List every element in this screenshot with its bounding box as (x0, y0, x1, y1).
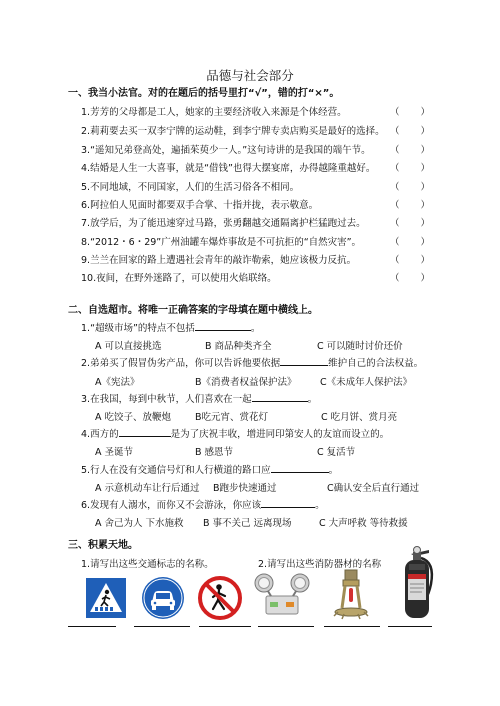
left-paren: （ (390, 126, 400, 137)
judgment-item: 3.“遥知兄弟登高处，遍插茱萸少一人。”这句诗讲的是我国的端午节。 (81, 145, 371, 156)
option-a: A 示意机动车让行后通过 (95, 483, 200, 494)
page-title: 品德与社会部分 (206, 68, 294, 83)
option-a: A《宪法》 (95, 377, 140, 388)
judgment-item: 10.夜间，在野外迷路了，可以使用火焰联络。 (81, 273, 277, 284)
option-a: A 吃饺子、放鞭炮 (95, 412, 172, 423)
option-c: C确认安全后直行通过 (327, 483, 420, 494)
right-paren: ） (420, 163, 430, 174)
answer-blank[interactable] (261, 497, 315, 508)
judgment-item: 1.芳芳的父母都是工人，她家的主要经济收入来源是个体经营。 (81, 107, 347, 118)
option-a: A 舍己为人 下水施救 (95, 518, 184, 529)
option-c: C 复活节 (317, 447, 356, 458)
option-b: B 感恩节 (195, 447, 234, 458)
option-a: A 圣诞节 (95, 447, 134, 458)
emergency-light-icon (252, 572, 312, 618)
answer-line[interactable] (324, 626, 380, 627)
section-3-heading: 三、积累天地。 (68, 540, 138, 551)
left-paren: （ (390, 255, 400, 266)
judgment-item: 7.放学后，为了能迅速穿过马路，张勇翻越交通隔离护栏猛跑过去。 (81, 218, 366, 229)
pedestrian-crossing-sign-icon (86, 578, 126, 618)
answer-line[interactable] (388, 626, 432, 627)
answer-blank[interactable] (280, 355, 328, 366)
right-paren: ） (420, 273, 430, 284)
section-1-heading: 一、我当小法官。对的在题后的括号里打“√”，错的打“×”。 (68, 88, 340, 99)
answer-blank[interactable] (195, 320, 251, 331)
option-b: B跑步快速通过 (213, 483, 277, 494)
option-b: B 事不关己 远离现场 (203, 518, 292, 529)
question-2-3: 3.在我国，每到中秋节，人们喜欢在一起 。 (81, 391, 317, 405)
right-paren: ） (420, 107, 430, 118)
section-2-heading: 二、自选超市。将唯一正确答案的字母填在题中横线上。 (68, 305, 318, 316)
judgment-item: 4.结婚是人生一大喜事，就是“借钱”也得大摆宴席，办得越隆重越好。 (81, 163, 376, 174)
left-paren: （ (390, 163, 400, 174)
left-paren: （ (390, 182, 400, 193)
judgment-item: 5.不同地域，不同国家，人们的生活习俗各不相同。 (81, 182, 300, 193)
question-2-1: 1.“超级市场”的特点不包括 。 (81, 320, 260, 334)
sprinkler-head-icon (330, 568, 372, 624)
right-paren: ） (420, 126, 430, 137)
option-c: C 可以随时讨价还价 (317, 341, 403, 352)
left-paren: （ (390, 200, 400, 211)
left-paren: （ (390, 107, 400, 118)
answer-line[interactable] (68, 626, 116, 627)
question-2-4: 4.西方的 是为了庆祝丰收，增进同印第安人的友谊而设立的。 (81, 426, 389, 440)
option-c: C 吃月饼、赏月亮 (321, 412, 398, 423)
question-2-6: 6.发现有人溺水，而你又不会游泳，你应该 。 (81, 497, 325, 511)
question-2-5: 5.行人在没有交通信号灯和人行横道的路口应 。 (81, 462, 338, 476)
answer-blank[interactable] (271, 462, 329, 473)
motor-vehicle-sign-icon (141, 576, 185, 620)
judgment-item: 9.兰兰在回家的路上遭遇社会青年的敲诈勒索，她应该极力反抗。 (81, 255, 357, 266)
option-b: B吃元宵、赏花灯 (195, 412, 269, 423)
left-paren: （ (390, 218, 400, 229)
answer-blank[interactable] (252, 391, 308, 402)
answer-line[interactable] (134, 626, 190, 627)
right-paren: ） (420, 200, 430, 211)
fire-equipment-prompt: 2.请写出这些消防器材的名称 (258, 559, 382, 570)
answer-blank[interactable] (119, 426, 171, 437)
right-paren: ） (420, 182, 430, 193)
judgment-item: 2.莉莉要去买一双李宁牌的运动鞋，到李宁牌专卖店购买是最好的选择。 (81, 126, 385, 137)
answer-line[interactable] (199, 626, 251, 627)
no-pedestrians-sign-icon (198, 576, 242, 620)
right-paren: ） (420, 255, 430, 266)
right-paren: ） (420, 218, 430, 229)
question-2-2: 2.弟弟买了假冒伪劣产品，你可以告诉他要依据 维护自己的合法权益。 (81, 355, 423, 369)
left-paren: （ (390, 273, 400, 284)
left-paren: （ (390, 145, 400, 156)
option-c: C 大声呼救 等待救援 (319, 518, 408, 529)
option-b: B《消费者权益保护法》 (195, 377, 297, 388)
fire-extinguisher-icon (395, 544, 439, 622)
answer-line[interactable] (258, 626, 314, 627)
judgment-item: 6.阿拉伯人见面时都要双手合掌、十指并拢，表示敬意。 (81, 200, 319, 211)
traffic-signs-prompt: 1.请写出这些交通标志的名称。 (81, 559, 214, 570)
option-c: C《未成年人保护法》 (320, 377, 413, 388)
left-paren: （ (390, 237, 400, 248)
right-paren: ） (420, 145, 430, 156)
judgment-item: 8.“2012・6・29”广州油罐车爆炸事故是不可抗拒的“自然灾害”。 (81, 237, 362, 248)
right-paren: ） (420, 237, 430, 248)
option-a: A 可以直接挑选 (95, 341, 162, 352)
option-b: B 商品种类齐全 (205, 341, 272, 352)
